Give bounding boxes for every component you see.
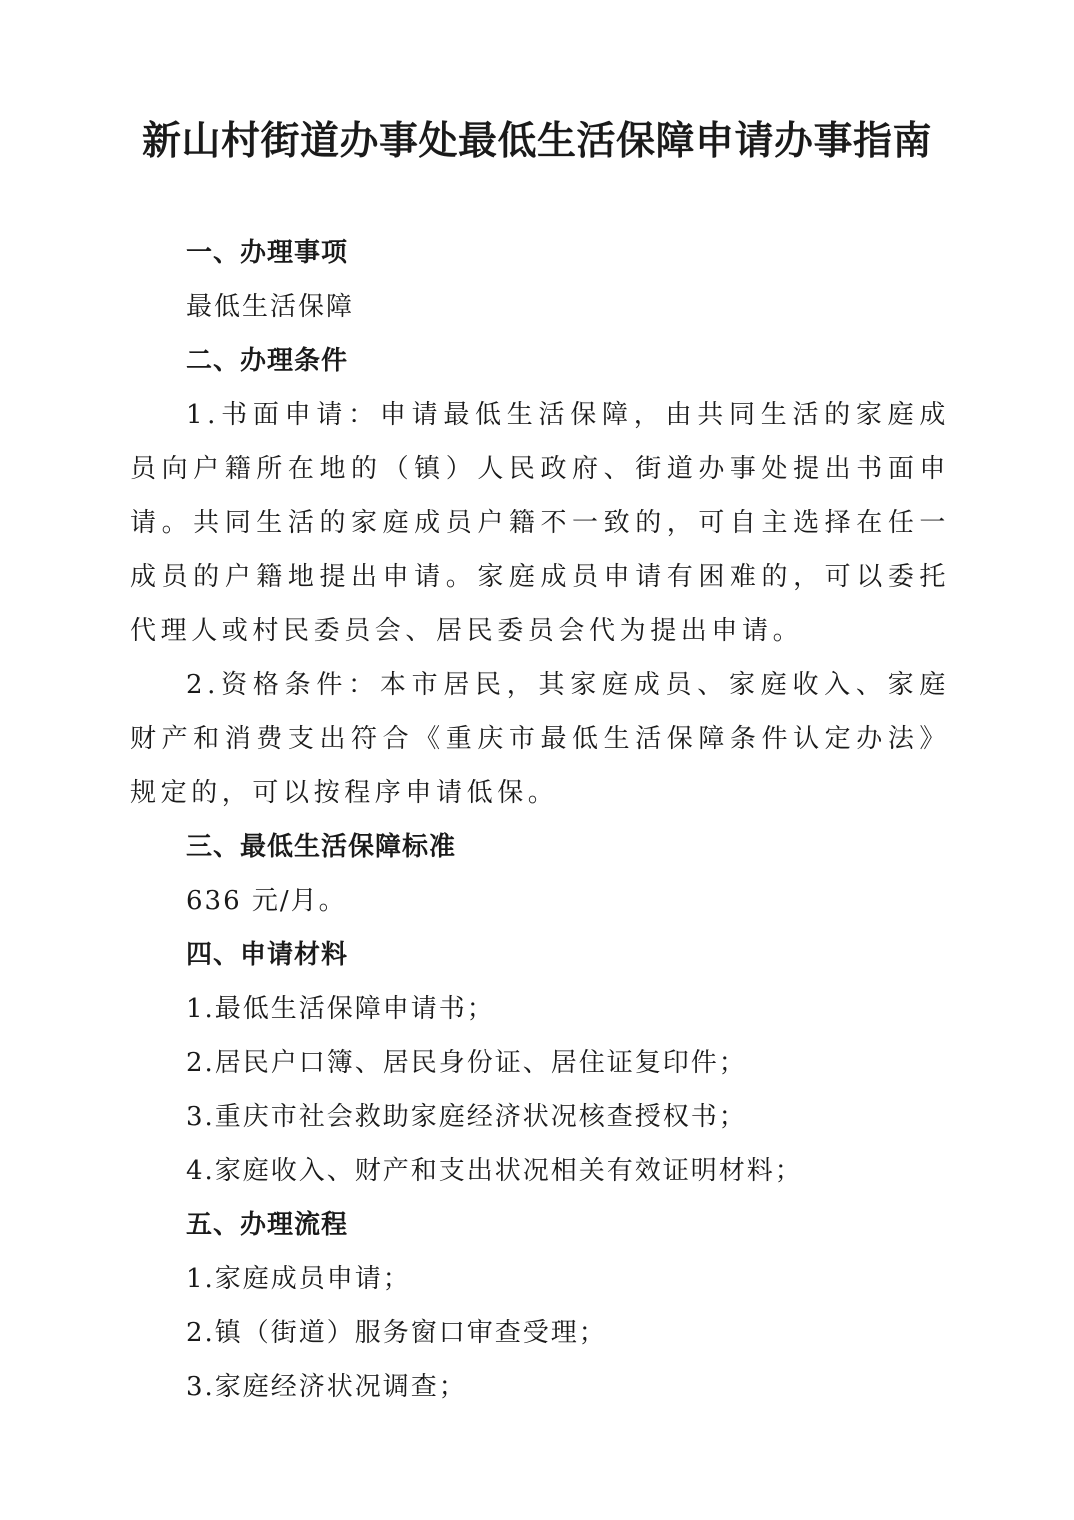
section-content-items: 最低生活保障 [186,292,355,322]
document-body [130,226,950,1414]
materials-list-item: 2.居民户口簿、居民身份证、居住证复印件； [186,1048,747,1078]
standard-amount: 636 元/月。 [186,886,347,916]
section-heading-materials: 四、申请材料 [186,940,349,970]
section-heading-standard: 三、最低生活保障标准 [186,832,457,862]
section-heading-process: 五、办理流程 [186,1210,349,1240]
document-title: 新山村街道办事处最低生活保障申请办事指南 [141,119,932,164]
conditions-paragraph-written-application: 1.书面申请：申请最低生活保障，由共同生活的家庭成员向户籍所在地的（镇）人民政府、街道办事处提出书面申请。共同生活的家庭成员户籍不一致的，可自主选择在任一成员的户籍地提出申请。家庭成员申请有困难的，可以委托代理人或村民委员会、居民委员会代为提出申请。 [130,400,950,646]
materials-list-item: 1.最低生活保障申请书； [186,994,495,1024]
materials-list-item: 3.重庆市社会救助家庭经济状况核查授权书； [186,1102,747,1132]
conditions-paragraph-eligibility: 2.资格条件：本市居民，其家庭成员、家庭收入、家庭财产和消费支出符合《重庆市最低生活保障条件认定办法》规定的，可以按程序申请低保。 [130,670,950,808]
process-list-item: 2.镇（街道）服务窗口审查受理； [186,1318,607,1348]
process-list-item: 3.家庭经济状况调查； [186,1372,467,1402]
section-heading-items: 一、办理事项 [186,238,349,268]
section-heading-conditions: 二、办理条件 [186,346,349,376]
materials-list-item: 4.家庭收入、财产和支出状况相关有效证明材料； [186,1156,803,1186]
process-list-item: 1.家庭成员申请； [186,1264,411,1294]
